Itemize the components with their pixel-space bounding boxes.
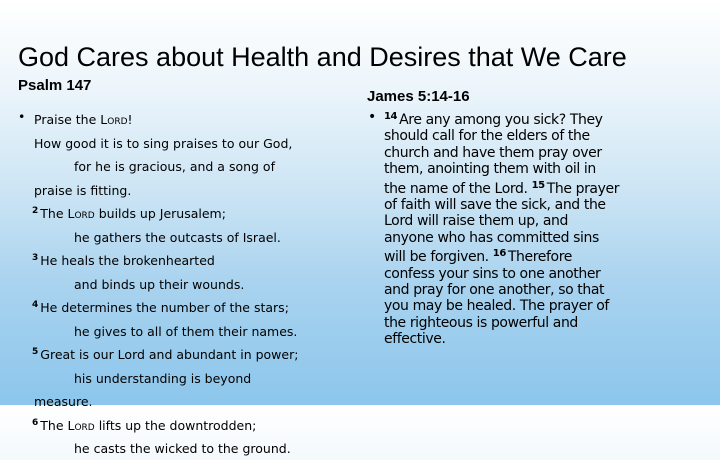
psalm-line: measure. — [34, 394, 93, 409]
psalm-line: How good it is to sing praises to our God, — [34, 135, 293, 151]
psalm-line: $^2$ The Lord builds up Jerusalem; — [32, 206, 226, 221]
bullet-icon: • — [18, 109, 26, 124]
psalm-line: for he is gracious, and a song of — [74, 159, 275, 174]
james-text — [368, 109, 668, 348]
james-line: them, anointing them with oil in — [384, 161, 596, 178]
psalm-line: he casts the wicked to the ground. — [74, 441, 291, 456]
psalm-line: and binds up their wounds. — [74, 276, 245, 292]
james-line: $^{14}$ Are any among you sick? They — [384, 111, 603, 128]
james-line: church and have them pray over — [384, 144, 602, 161]
james-line: of faith will save the sick, and the — [384, 197, 606, 214]
james-line: confess your sins to one another — [384, 265, 601, 282]
james-line: will be forgiven. $^{16}$ Therefore — [384, 248, 572, 266]
james-heading: James 5:14-16 — [367, 88, 470, 105]
psalm-line: praise is fitting. — [34, 182, 132, 198]
psalm-heading: Psalm 147 — [18, 77, 92, 94]
psalm-line: $^5$ Great is our Lord and abundant in power; — [32, 347, 299, 362]
psalm-line: $^4$ He determines the number of the stars; — [32, 300, 289, 315]
james-line: anyone who has committed sins — [384, 229, 599, 246]
bullet-icon: • — [368, 109, 376, 125]
psalm-line: his understanding is beyond — [74, 370, 252, 386]
slide-title: God Cares about Health and Desires that We Care — [18, 42, 627, 72]
james-line: Lord will raise them up, and — [384, 213, 568, 230]
james-line: effective. — [384, 331, 446, 348]
james-line: the righteous is powerful and — [384, 314, 578, 331]
psalm-line: he gathers the outcasts of Israel. — [74, 229, 281, 245]
psalm-line: $^6$ The Lord lifts up the downtrodden; — [32, 417, 257, 433]
psalm-line: he gives to all of them their names. — [74, 323, 298, 339]
james-line: the name of the Lord. $^{15}$ The prayer — [384, 179, 620, 197]
psalm-line: $^3$ He heals the brokenhearted — [32, 253, 215, 268]
james-line: and pray for one another, so that — [384, 282, 605, 299]
psalm-text — [18, 107, 358, 460]
james-line: you may be healed. The prayer of — [384, 298, 609, 315]
psalm-line: Praise the Lord! — [34, 112, 133, 127]
james-line: should call for the elders of the — [384, 128, 590, 145]
